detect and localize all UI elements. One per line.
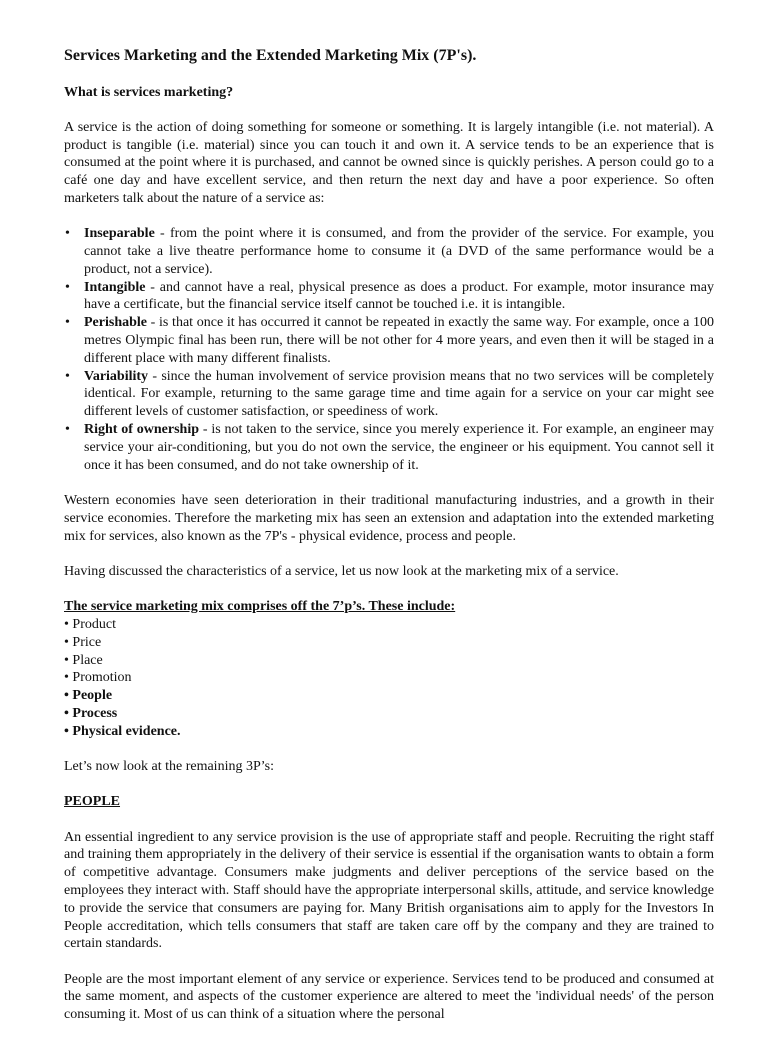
bullet-icon: • [65,368,70,384]
marketing-mix-heading: The service marketing mix comprises off the 7’p’s. These include: [64,599,456,615]
list-item: • Place [64,652,103,668]
list-item-variability [64,368,714,421]
bullet-icon: • [65,226,70,242]
trait-term: Right of ownership [84,422,200,438]
bullet-icon: • [65,315,70,331]
trait-term: Inseparable [84,226,155,242]
document-title: Services Marketing and the Extended Marketing Mix (7P's). [64,47,477,64]
trait-description: - is that once it has occurred it cannot be repeated in exactly the same way. For example, once a 100 metres Olympic final has been run, there will be not other for 4 more years, and even then it will be staged in a different place with many different finalists. [84,315,714,366]
marketing-mix-list [64,616,714,741]
list-item-perishable [64,314,714,367]
list-item: • Product [64,616,116,632]
trait-description: - and cannot have a real, physical presence as does a product. For example, motor insurance may have a certificate, but the financial service itself cannot be touched i.e. it is intangible. [84,279,714,313]
people-heading: PEOPLE [64,794,121,810]
bullet-icon: • [65,279,70,295]
western-economies-paragraph: Western economies have seen deterioration in their traditional manufacturing industries, and a growth in their service economies. Therefore the marketing mix has seen an extension and adaptation into the extended marketing mix for services, also known as the 7P's - physical evidence, process and people. [64,492,714,544]
people-paragraph-2: People are the most important element of any service or experience. Services tend to be produced and consumed at the same moment, and aspects of the customer experience are altered to meet the 'individual needs' of the person consuming it. Most of us can think of a situation where the personal [64,971,714,1023]
having-discussed-paragraph: Having discussed the characteristics of a service, let us now look at the marketing mix of a service. [64,563,619,579]
trait-description: - from the point where it is consumed, and from the provider of the service. For example, you cannot take a live theatre performance home to consume it (a DVD of the same performance would be a product, not a service). [84,226,714,277]
section-subheading: What is services marketing? [64,85,234,100]
intro-paragraph: A service is the action of doing something for someone or something. It is largely intangible (i.e. not material). A product is tangible (i.e. material) since you can touch it and own it. A service tends to be an experience that is consumed at the point where it is purchased, and cannot be owned since is quickly perishes. A person could go to a café one day and have excellent service, and then return the next day and have a poor experience. So often marketers talk about the nature of a service as: [64,119,714,206]
list-item: • People [64,688,113,704]
list-item: • Physical evidence. [64,723,181,739]
list-item: • Process [64,705,118,721]
people-paragraph-1: An essential ingredient to any service provision is the use of appropriate staff and people. Recruiting the right staff and training them appropriately in the delivery of their service is essential if the organisation wants to obtain a form of competitive advantage. Consumers make judgments and deliver perceptions of the service based on the employees they interact with. Staff should have the appropriate interpersonal skills, attitude, and service knowledge to provide the service that consumers are paying for. Many British organisations aim to apply for the Investors In People accreditation, which tells consumers that staff are taken care off by the company and they are trained to certain standards. [64,829,714,952]
list-item-right-of-ownership [64,421,714,474]
trait-description: - is not taken to the service, since you merely experience it. For example, an engineer may service your air-conditioning, but you do not own the service, the engineer or his equipment. You cannot sell it once it has been consumed, and do not take ownership of it. [84,422,714,473]
list-item: • Price [64,634,102,650]
list-item-intangible [64,279,714,315]
remaining-3ps-paragraph: Let’s now look at the remaining 3P’s: [64,759,274,774]
document-page [64,46,714,1042]
trait-description: - since the human involvement of service provision means that no two services will be completely identical. For example, returning to the same garage time and time again for a service on your car might see different levels of customer satisfaction, or speediness of work. [84,368,714,420]
service-traits-list [64,225,714,474]
list-item: • Promotion [64,670,132,686]
bullet-icon: • [65,422,70,438]
trait-term: Variability [84,368,149,384]
trait-term: Perishable [84,315,147,331]
list-item-inseparable [64,225,714,278]
trait-term: Intangible [84,279,146,295]
